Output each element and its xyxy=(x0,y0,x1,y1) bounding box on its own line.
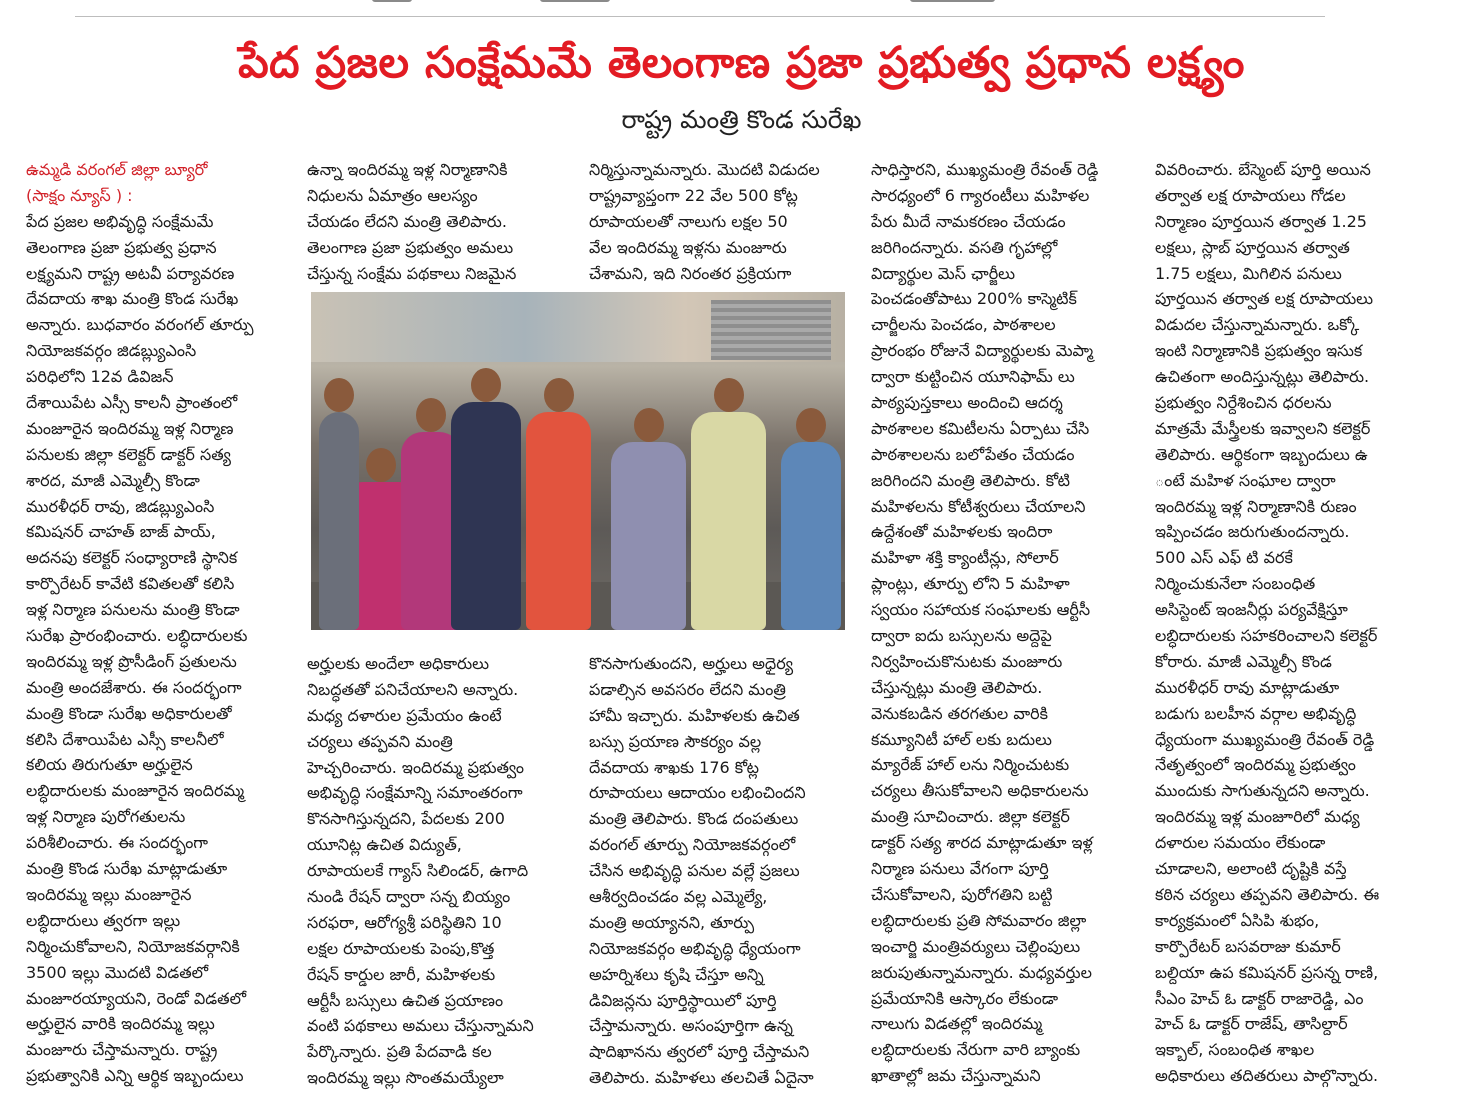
text-line: అదనపు కలెక్టర్ సంధ్యారాణి స్థానిక xyxy=(26,548,238,568)
text-line: నుండి రేషన్ ద్వారా సన్న బియ్యం xyxy=(307,887,511,907)
text-column-2-top xyxy=(307,157,577,286)
text-line: అర్హులకు అందేలా అధికారులు xyxy=(307,654,490,673)
text-line: పాఠశాలల కమిటీలను ఏర్పాటు చేసి xyxy=(871,418,1090,438)
text-line: మంత్రి అందజేశారు. ఈ సందర్భంగా xyxy=(26,677,242,697)
text-line: రూపాయలు ఆదాయం లభించిందని xyxy=(589,783,806,803)
text-line: తెలంగాణ ప్రజా ప్రభుత్వం అమలు xyxy=(307,237,514,257)
text-line: ఇళ్ల నిర్మాణ పనులను మంత్రి కొండా xyxy=(26,600,240,620)
text-line: నిధులను ఏమాత్రం ఆలస్యం xyxy=(307,185,478,205)
text-line: ఇళ్ల నిర్మాణ పురోగతులను xyxy=(26,807,186,827)
text-line: నిబద్ధతతో పనిచేయాలని అన్నారు. xyxy=(307,679,519,699)
photo-person xyxy=(611,442,686,630)
text-line: చేస్తున్నట్లు మంత్రి తెలిపారు. xyxy=(871,677,1043,697)
text-line: లబ్ధిదారులకు సహకరించాలని కలెక్టర్ xyxy=(1155,626,1378,646)
text-line: మంత్రి తెలిపారు. కొండ దంపతులు xyxy=(589,809,799,829)
text-line: డివిజన్లను పూర్తిస్థాయిలో పూర్తి xyxy=(589,990,777,1010)
text-line: ద్వారా ఐదు బస్సులను అద్దెపై xyxy=(871,626,1052,646)
text-line: ఇందిరమ్మ ఇల్లు మంజూరైన xyxy=(26,884,192,904)
text-line: పేర్కొన్నారు. ప్రతి పేదవాడి కల xyxy=(307,1042,492,1062)
text-column-3-bottom xyxy=(589,651,859,1091)
text-line: జరిగిందని మంత్రి తెలిపారు. కోటి xyxy=(871,470,1070,490)
text-line: సాధిస్తారని, ముఖ్యమంత్రి రేవంత్ రెడ్డి xyxy=(871,160,1099,179)
text-line: మధ్య దళారుల ప్రమేయం ఉంటే xyxy=(307,705,502,725)
text-line: యూనిట్ల ఉచిత విద్యుత్, xyxy=(307,835,462,855)
photo-person xyxy=(691,412,766,630)
text-line: పూర్తయిన తర్వాత లక్ష రూపాయలు xyxy=(1155,289,1374,309)
text-line: షాదిఖానను త్వరలో పూర్తి చేస్తామని xyxy=(589,1042,810,1062)
text-line: చర్యలు తీసుకోవాలని అధికారులను xyxy=(871,781,1089,801)
text-line: సీఎం హెచ్ ఓ డాక్టర్ రాజారెడ్డి, ఎం xyxy=(1155,988,1364,1008)
text-line: చేస్తామన్నారు. అసంపూర్తిగా ఉన్న xyxy=(589,1016,793,1036)
text-line: పరిధిలోని 12వ డివిజన్ xyxy=(26,367,174,387)
text-column-3-top xyxy=(589,157,859,286)
text-line: ఇంచార్జి మంత్రివర్యులు చెల్లింపులు xyxy=(871,936,1081,956)
text-line: లబ్ధిదారులు త్వరగా ఇల్లు xyxy=(26,910,181,930)
text-line: నిర్వహించుకొనుటకు మంజూరు xyxy=(871,651,1063,671)
text-line: చేయడం లేదని మంత్రి తెలిపారు. xyxy=(307,211,507,231)
text-line: సరఫరా, ఆరోగ్యశ్రీ పరిస్థితిని 10 xyxy=(307,912,502,932)
text-line: కార్యక్రమంలో ఏసిపి శుభం, xyxy=(1155,910,1320,930)
text-line: ఇందిరమ్మ ఇళ్ల ప్రొసీడింగ్ ప్రతులను xyxy=(26,651,237,671)
text-line: ఆశీర్వదించడం వల్ల ఎమ్మెల్యే, xyxy=(589,887,768,907)
text-line: వివరించారు. బేస్మెంట్ పూర్తి అయిన xyxy=(1155,160,1371,179)
text-column-4 xyxy=(871,157,1141,1089)
text-line: నియోజకవర్గం జిడబ్ల్యుఎంసి xyxy=(26,341,197,361)
text-line: నాలుగు విడతల్లో ఇందిరమ్మ xyxy=(871,1014,1043,1034)
text-line: అధికారులు తదితరులు పాల్గొన్నారు. xyxy=(1155,1066,1379,1086)
text-line: చేశామని, ఇది నిరంతర ప్రక్రియగా xyxy=(589,263,792,283)
text-line: తెలిపారు. ఆర్థికంగా ఇబ్బందులు ఉ xyxy=(1155,444,1368,464)
text-line: నియోజకవర్గం అభివృద్ధి ధ్యేయంగా xyxy=(589,938,801,958)
text-line: నిర్మాణం పూర్తయిన తర్వాత 1.25 xyxy=(1155,211,1367,231)
text-line: ముందుకు సాగుతున్నదని అన్నారు. xyxy=(1155,781,1370,801)
text-line: అహర్నిశలు కృషి చేస్తూ అన్ని xyxy=(589,964,764,984)
text-line: ఖాతాల్లో జమ చేస్తున్నామని xyxy=(871,1066,1041,1086)
dateline-text: ఉమ్మడి వరంగల్ జిల్లా బ్యూరో xyxy=(26,160,208,179)
text-line: లబ్ధిదారులకు ప్రతి సోమవారం జిల్లా xyxy=(871,910,1087,930)
text-line: వంటి పథకాలు అమలు చేస్తున్నామని xyxy=(307,1016,534,1036)
text-line: నిర్మించుకోవాలని, నియోజకవర్గానికి xyxy=(26,936,240,956)
text-line: ఇప్పించడం జరుగుతుందన్నారు. xyxy=(1155,522,1350,542)
text-line: మంజూరైన ఇందిరమ్మ ఇళ్ల నిర్మాణ xyxy=(26,418,234,438)
text-line: హెచ్చరించారు. ఇందిరమ్మ ప్రభుత్వం xyxy=(307,757,524,777)
text-line: రూపాయలకే గ్యాస్ సిలిండర్, ఉగాది xyxy=(307,861,529,881)
text-line: నిర్మిస్తున్నామన్నారు. మొదటి విడుదల xyxy=(589,160,820,179)
text-line: పేద ప్రజల అభివృద్ధి సంక్షేమమే xyxy=(26,211,214,231)
text-line: సారధ్యంలో 6 గ్యారంటీలు మహిళల xyxy=(871,185,1090,205)
text-line: వరంగల్ తూర్పు నియోజకవర్గంలో xyxy=(589,835,796,855)
text-line: దేవదాయ శాఖ మంత్రి కొండ సురేఖ xyxy=(26,289,239,309)
text-line: 1.75 లక్షలు, మిగిలిన పనులు xyxy=(1155,263,1342,283)
text-line: అర్హులైన వారికి ఇందిరమ్మ ఇల్లు xyxy=(26,1014,215,1034)
text-line: వెనుకబడిన తరగతుల వారికి xyxy=(871,703,1048,723)
text-line: ంటే మహిళ సంఘాల ద్వారా xyxy=(1155,470,1336,490)
text-line: దళారుల సమయం లేకుండా xyxy=(1155,833,1326,853)
text-line: మంత్రి సూచించారు. జిల్లా కలెక్టర్ xyxy=(871,807,1070,827)
text-line: కార్పొరేటర్ కావేటి కవితలతో కలిసి xyxy=(26,574,235,594)
text-column-5 xyxy=(1155,157,1425,1089)
text-line: హామీ ఇచ్చారు. మహిళలకు ఉచిత xyxy=(589,705,800,725)
top-rule xyxy=(75,16,1325,17)
text-line: శారద, మాజీ ఎమ్మెల్సీ కొండా xyxy=(26,470,200,490)
text-line: కలియ తిరుగుతూ అర్హులైన xyxy=(26,755,193,775)
text-line: బస్సు ప్రయాణ సౌకర్యం వల్ల xyxy=(589,731,762,751)
text-line: ఉన్నా ఇందిరమ్మ ఇళ్ల నిర్మాణానికి xyxy=(307,160,508,179)
text-line: స్వయం సహాయక సంఘాలకు ఆర్టీసీ xyxy=(871,600,1091,620)
text-line: పెంచడంతోపాటు 200% కాస్మెటిక్ xyxy=(871,289,1077,309)
text-line: 3500 ఇల్లు మొదటి విడతలో xyxy=(26,962,209,982)
text-line: దేశాయిపేట ఎస్సీ కాలనీ ప్రాంతంలో xyxy=(26,393,238,413)
text-line: 500 ఎస్ ఎఫ్ టి వరకే xyxy=(1155,548,1293,568)
text-line: లక్షలు, స్లాబ్ పూర్తయిన తర్వాత xyxy=(1155,237,1350,257)
text-line: లబ్ధిదారులకు మంజూరైన ఇందిరమ్మ xyxy=(26,781,245,801)
text-line: చేసిన అభివృద్ధి పనుల వల్లే ప్రజలు xyxy=(589,861,800,881)
text-line: తెలిపారు. మహిళలు తలచితే ఏదైనా xyxy=(589,1068,814,1088)
text-line: ఇంటి నిర్మాణానికి ప్రభుత్వం ఇసుక xyxy=(1155,341,1363,361)
text-line: రూపాయలతో నాలుగు లక్షల 50 xyxy=(589,211,788,231)
photo-person xyxy=(526,412,591,630)
text-line: మ్యారేజ్ హాల్ లను నిర్మించుటకు xyxy=(871,755,1070,775)
article-headline: పేద ప్రజల సంక్షేమమే తెలంగాణ ప్రజా ప్రభుత్వ ప్రధాన లక్ష్యం xyxy=(238,38,1245,88)
text-line: మంత్రి కొండా సురేఖ అధికారులతో xyxy=(26,703,232,723)
text-line: కఠిన చర్యలు తప్పవని తెలిపారు. ఈ xyxy=(1155,884,1380,904)
text-line: కార్పొరేటర్ బసవరాజు కుమార్ xyxy=(1155,936,1341,956)
text-line: మురళీధర్ రావు మాట్లాడుతూ xyxy=(1155,677,1340,697)
text-line: కమిషనర్ చాహత్ బాజ్ పాయ్, xyxy=(26,522,216,542)
text-line: హెచ్ ఓ డాక్టర్ రాజేష్, తాసిల్దార్ xyxy=(1155,1014,1348,1034)
text-line: చర్యలు తప్పవని మంత్రి xyxy=(307,731,453,751)
text-line: లబ్ధిదారులకు నేరుగా వారి బ్యాంకు xyxy=(871,1040,1081,1060)
text-line: ఇందిరమ్మ ఇళ్ల మంజూరిలో మధ్య xyxy=(1155,807,1360,827)
text-line: ప్లాంట్లు, తూర్పు లోని 5 మహిళా xyxy=(871,574,1070,594)
text-line: చార్జీలను పెంచడం, పాఠశాలల xyxy=(871,315,1056,335)
text-line: నిర్మించుకునేలా సంబంధిత xyxy=(1155,574,1316,594)
text-line: ప్రభుత్వం నిర్దేశించిన ధరలను xyxy=(1155,393,1332,413)
text-line: పరిశీలించారు. ఈ సందర్భంగా xyxy=(26,833,209,853)
text-line: ఇక్బాల్, సంబంధిత శాఖల xyxy=(1155,1040,1315,1060)
text-line: నిర్మాణ పనులు వేగంగా పూర్తి xyxy=(871,859,1049,879)
photo-person xyxy=(319,412,359,630)
text-line: ఇందిరమ్మ ఇళ్ల నిర్మాణానికి రుణం xyxy=(1155,496,1357,516)
text-line: లక్షల రూపాయలకు పెంపు,కొత్త xyxy=(307,938,495,958)
text-line: మహిళా శక్తి క్యాంటీన్లు, సోలార్ xyxy=(871,548,1059,568)
text-line: ప్రమేయానికి ఆస్కారం లేకుండా xyxy=(871,988,1059,1008)
news-photo xyxy=(311,292,845,630)
text-line: చేసుకోవాలని, పురోగతిని బట్టి xyxy=(871,884,1053,904)
text-line: విడుదల చేస్తున్నామన్నారు. ఒక్కో xyxy=(1155,315,1360,335)
text-line: పాఠ్యపుస్తకాలు అందించి ఆదర్శ xyxy=(871,393,1063,413)
text-line: తర్వాత లక్ష రూపాయలు గోడల xyxy=(1155,185,1346,205)
text-line: మంత్రి అయ్యానని, తూర్పు xyxy=(589,912,755,932)
text-line: అన్నారు. బుధవారం వరంగల్ తూర్పు xyxy=(26,315,254,335)
text-line: కొనసాగిస్తున్నదని, పేదలకు 200 xyxy=(307,809,505,829)
text-line: విద్యార్థుల మెస్ ఛార్జీలు xyxy=(871,263,1016,283)
text-line: ఆర్టీసీ బస్సులు ఉచిత ప్రయాణం xyxy=(307,990,504,1010)
text-line: పనులకు జిల్లా కలెక్టర్ డాక్టర్ సత్య xyxy=(26,444,231,464)
text-line: డాక్టర్ సత్య శారద మాట్లాడుతూ ఇళ్ల xyxy=(871,833,1093,853)
photo-shutter xyxy=(711,300,831,360)
text-line: లక్ష్యమని రాష్ట్ర అటవీ పర్యావరణ xyxy=(26,263,235,283)
text-line: ప్రభుత్వానికి ఎన్ని ఆర్థిక ఇబ్బందులు xyxy=(26,1066,244,1086)
text-line: చూడాలని, అలాంటి దృష్టికి వస్తే xyxy=(1155,859,1347,879)
text-line: ద్వారా కుట్టించిన యూనిఫామ్ లు xyxy=(871,367,1075,387)
text-line: నేతృత్వంలో ఇందిరమ్మ ప్రభుత్వం xyxy=(1155,755,1356,775)
text-line: అభివృద్ధి సంక్షేమాన్ని సమాంతరంగా xyxy=(307,783,523,803)
text-line: అసిస్టెంట్ ఇంజనీర్లు పర్యవేక్షిస్తూ xyxy=(1155,600,1348,620)
text-line: పేరు మీదే నామకరణం చేయడం xyxy=(871,211,1066,231)
text-column-1 xyxy=(26,157,296,1089)
text-line: మురళీధర్ రావు, జిడబ్ల్యుఎంసి xyxy=(26,496,215,516)
text-line: జరిగిందన్నారు. వసతి గృహాల్లో xyxy=(871,237,1058,257)
text-line: తెలంగాణ ప్రజా ప్రభుత్వ ప్రధాన xyxy=(26,237,217,257)
text-line: మంజూరు చేస్తామన్నారు. రాష్ట్ర xyxy=(26,1040,218,1060)
text-line: మంజూరయ్యాయని, రెండో విడతలో xyxy=(26,988,247,1008)
text-line: చేస్తున్న సంక్షేమ పథకాలు నిజమైన xyxy=(307,263,517,283)
text-line: వేల ఇందిరమ్మ ఇళ్లను మంజూరు xyxy=(589,237,787,257)
cropped-previous-article-strip xyxy=(0,0,1483,6)
text-line: కోరారు. మాజీ ఎమ్మెల్సీ కొండ xyxy=(1155,651,1332,671)
text-line: మాత్రమే మేస్త్రీలకు ఇవ్వాలని కలెక్టర్ xyxy=(1155,418,1371,438)
dateline-text: (సాక్షం న్యూస్ ) : xyxy=(26,185,133,205)
text-column-2-bottom xyxy=(307,651,577,1091)
text-line: కమ్యూనిటీ హాల్ లకు బదులు xyxy=(871,729,1052,749)
text-line: దేవదాయ శాఖకు 176 కోట్ల xyxy=(589,757,759,777)
article-subheadline: రాష్ట్ర మంత్రి కొండ సురేఖ xyxy=(621,105,862,134)
text-line: ధ్యేయంగా ముఖ్యమంత్రి రేవంత్ రెడ్డి xyxy=(1155,729,1375,749)
text-line: పడాల్సిన అవసరం లేదని మంత్రి xyxy=(589,679,786,699)
photo-person xyxy=(451,402,521,630)
text-line: మహిళలను కోటీశ్వరులు చేయాలని xyxy=(871,496,1086,516)
text-line: రేషన్ కార్డుల జారీ, మహిళలకు xyxy=(307,964,496,984)
text-line: ఉద్దేశంతో మహిళలకు ఇందిరా xyxy=(871,522,1053,542)
text-line: సురేఖ ప్రారంభించారు. లబ్ధిదారులకు xyxy=(26,626,248,646)
text-line: జరుపుతున్నామన్నారు. మధ్యవర్తుల xyxy=(871,962,1092,982)
text-line: కలిసి దేశాయిపేట ఎస్సీ కాలనీలో xyxy=(26,729,224,749)
text-line: ఇందిరమ్మ ఇల్లు సొంతమయ్యేలా xyxy=(307,1068,504,1088)
text-line: మంత్రి కొండ సురేఖ మాట్లాడుతూ xyxy=(26,859,228,879)
text-line: రాష్ట్రవ్యాప్తంగా 22 వేల 500 కోట్ల xyxy=(589,185,798,205)
text-line: కొనసాగుతుందని, అర్హులు అధైర్య xyxy=(589,654,794,673)
photo-person xyxy=(781,442,841,630)
text-line: పాఠశాలలను బలోపేతం చేయడం xyxy=(871,444,1075,464)
text-line: ప్రారంభం రోజునే విద్యార్థులకు మెప్మా xyxy=(871,341,1094,361)
text-line: ఉచితంగా అందిస్తున్నట్లు తెలిపారు. xyxy=(1155,367,1370,387)
text-line: బడుగు బలహీన వర్గాల అభివృద్ధి xyxy=(1155,703,1357,723)
text-line: బల్దియా ఉప కమిషనర్ ప్రసన్న రాణి, xyxy=(1155,962,1379,982)
